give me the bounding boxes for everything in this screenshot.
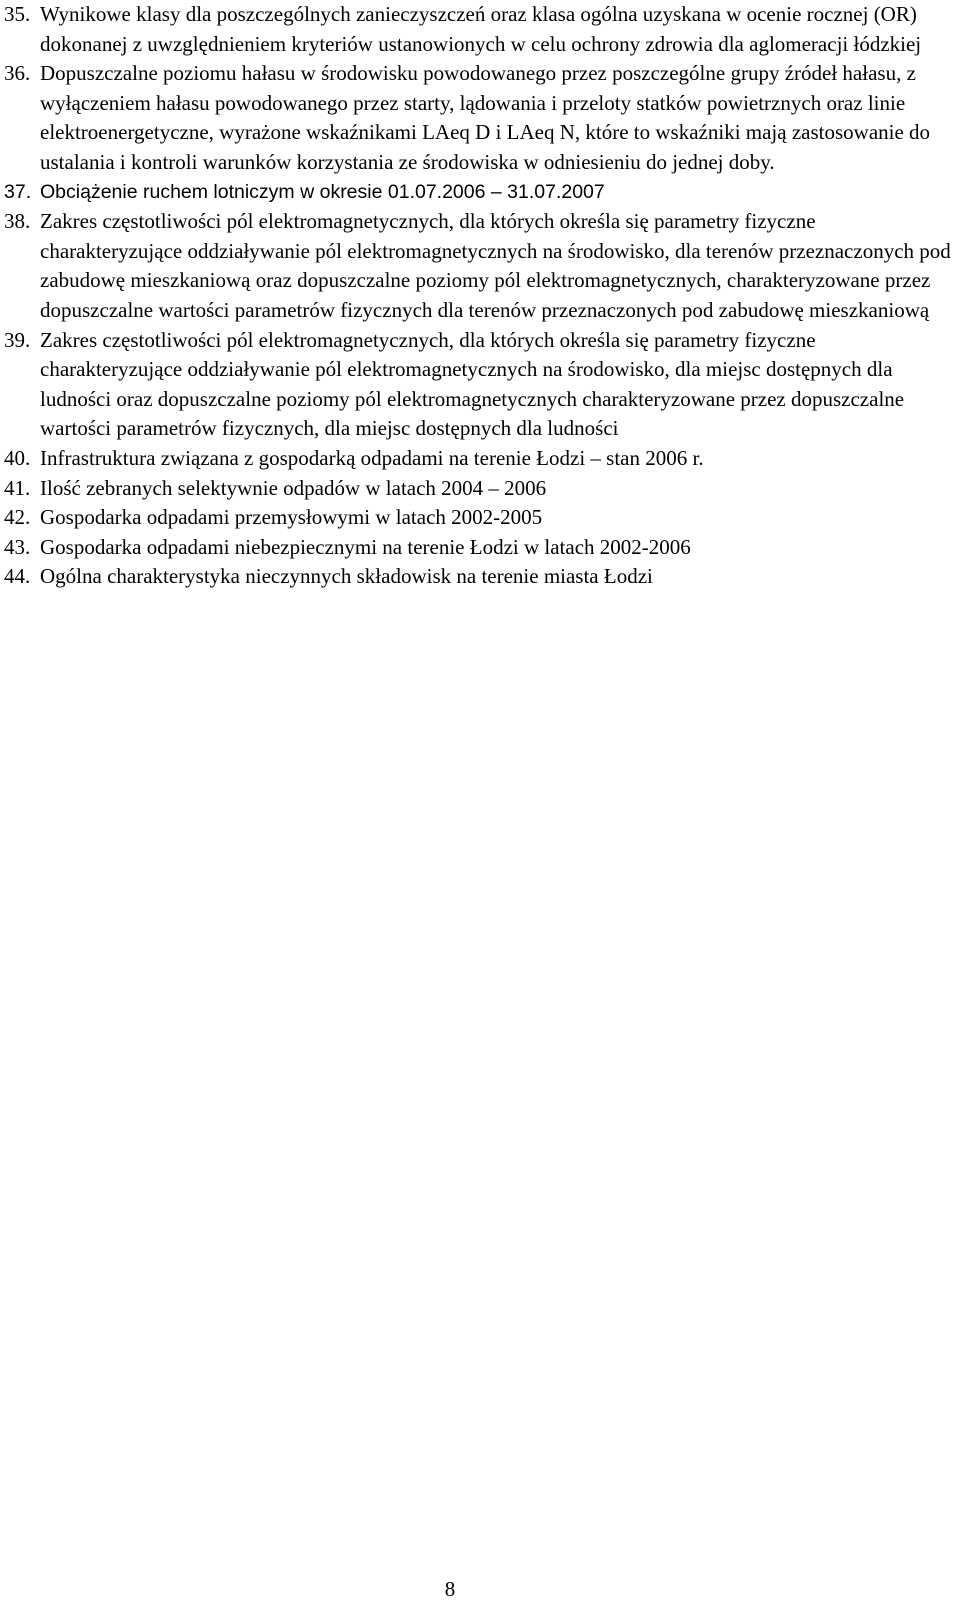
item-text: Infrastruktura związana z gospodarką odpadami na terenie Łodzi – stan 2006 r. [40,445,704,470]
item-text: Ogólna charakterystyka nieczynnych składowisk na terenie miasta Łodzi [40,564,653,589]
list-item-37 [4,178,952,208]
list-of-tables [4,0,952,592]
item-number: 42. [4,505,31,530]
list-item-39 [4,326,952,444]
item-number: 37. [4,180,32,203]
item-number: 43. [4,534,31,559]
item-number: 40. [4,445,31,470]
item-text: Dopuszczalne poziomu hałasu w środowisku powodowanego przez poszczególne grupy źródeł hałasu, z wyłączeniem hałasu powodowanego przez starty, lądowania i przeloty statków powietrznych oraz linie elektroenergetyczne, wyrażone wskaźnikami LAeq D i LAeq N, które to wskaźniki mają zastosowanie do ustalania i kontroli warunków korzystania ze środowiska w odniesieniu do jednej doby. [40,61,931,174]
item-text: Obciążenie ruchem lotniczym w okresie 01.07.2006 – 31.07.2007 [40,180,605,203]
item-number: 36. [4,61,31,86]
item-text: Zakres częstotliwości pól elektromagnetycznych, dla których określa się parametry fizyczne charakteryzujące oddziaływanie pól elektromagnetycznych na środowisko, dla miejsc dostępnych dla ludności oraz dopuszczalne poziomy pól elektromagnetycznych charakteryzowane przez dopuszczalne wartości parametrów fizycznych, dla miejsc dostępnych dla ludności [40,327,905,441]
item-number: 35. [4,2,31,26]
list-item-38 [4,207,952,325]
item-text: Zakres częstotliwości pól elektromagnetycznych, dla których określa się parametry fizyczne charakteryzujące oddziaływanie pól elektromagnetycznych na środowisko, dla terenów przeznaczonych pod zabudowę mieszkaniową oraz dopuszczalne poziomy pól elektromagnetycznych, charakteryzowane przez dopuszczalne wartości parametrów fizycznych dla terenów przeznaczonych pod zabudowę mieszkaniową [40,209,951,322]
list-item-35 [4,0,952,59]
item-text: Gospodarka odpadami niebezpiecznymi na terenie Łodzi w latach 2002-2006 [40,534,691,559]
item-number: 41. [4,475,31,500]
list-item-43 [4,533,952,563]
item-number: 38. [4,209,31,234]
page-number: 8 [444,1577,456,1601]
item-number: 44. [4,564,31,589]
item-text: Wynikowe klasy dla poszczególnych zanieczyszczeń oraz klasa ogólna uzyskana w ocenie rocznej (OR) dokonanej z uwzględnieniem kryteriów ustanowionych w celu ochrony zdrowia dla aglomeracji łódzkiej [40,2,922,56]
item-text: Ilość zebranych selektywnie odpadów w latach 2004 – 2006 [40,475,547,500]
item-text: Gospodarka odpadami przemysłowymi w latach 2002-2005 [40,505,543,530]
list-item-42 [4,503,952,533]
list-item-44 [4,562,952,592]
list-item-41 [4,474,952,504]
item-number: 39. [4,327,31,352]
list-item-40 [4,444,952,474]
list-item-36 [4,59,952,177]
